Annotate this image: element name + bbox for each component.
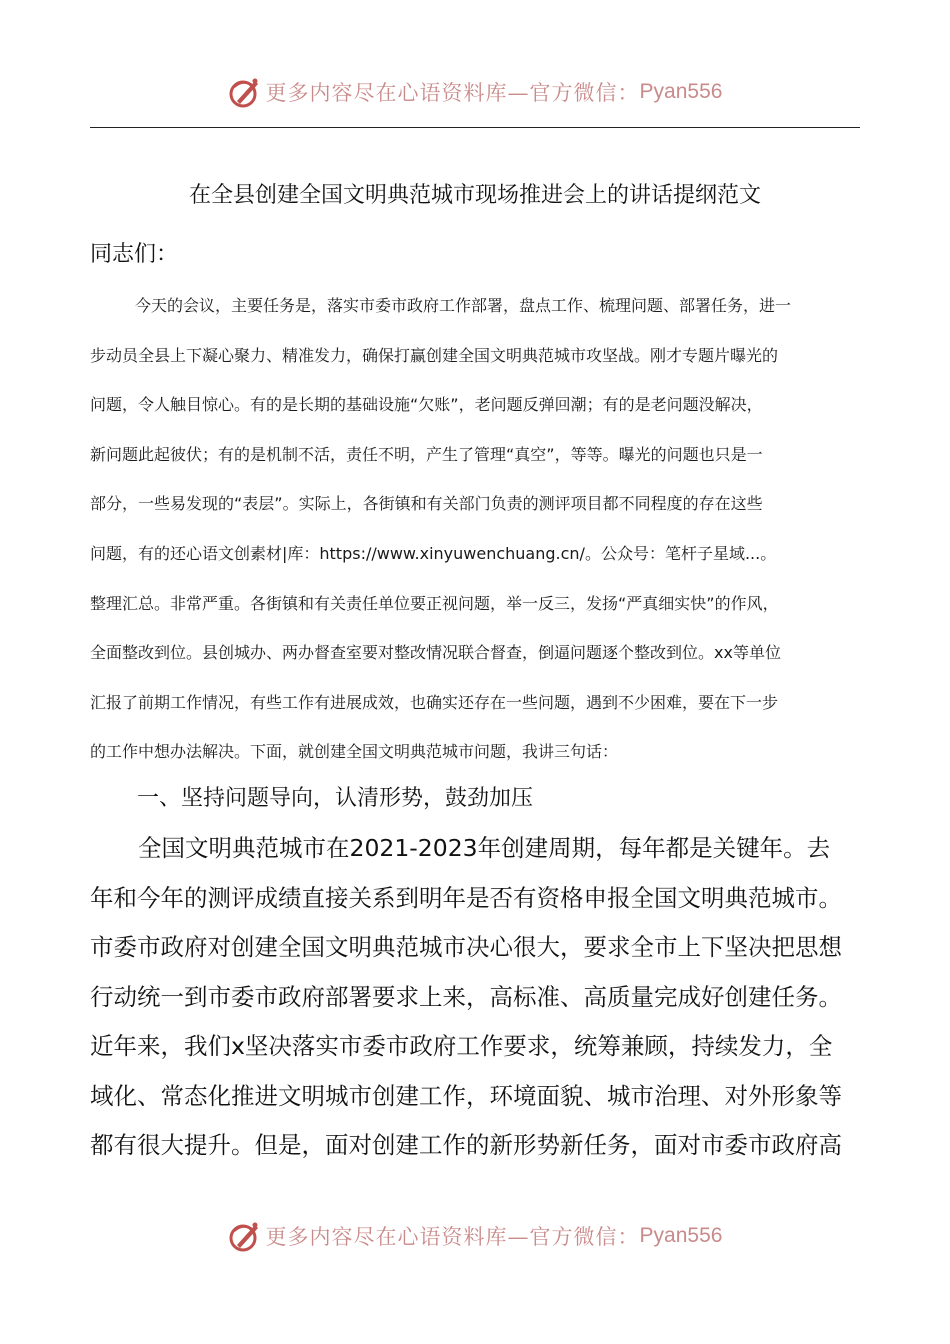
text-line: 都有很大提升。但是，面对创建工作的新形势新任务，面对市委市政府高 <box>90 1131 842 1159</box>
watermark-wechat-id: Pyan556 <box>639 80 723 103</box>
watermark-wechat-id: Pyan556 <box>639 1224 723 1247</box>
text-line: 全面整改到位。县创城办、两办督查室要对整改情况联合督查，倒逼问题逐个整改到位。xx等单位 <box>90 643 781 663</box>
header-watermark <box>0 72 950 112</box>
pen-logo-icon <box>228 1219 262 1253</box>
document-title: 在全县创建全国文明典范城市现场推进会上的讲话提纲范文 <box>188 183 761 208</box>
watermark-text: 更多内容尽在心语资料库—官方微信： <box>265 1225 640 1249</box>
text-line: 全国文明典范城市在2021-2023年创建周期，每年都是关键年。去 <box>138 834 831 862</box>
text-line: 市委市政府对创建全国文明典范城市决心很大，要求全市上下坚决把思想 <box>90 933 842 961</box>
text-line: 步动员全县上下凝心聚力、精准发力，确保打赢创建全国文明典范城市攻坚战。刚才专题片曝光的 <box>90 345 779 365</box>
header-divider <box>90 127 860 128</box>
greeting: 同志们： <box>90 242 179 267</box>
text-line: 域化、常态化推进文明城市创建工作，环境面貌、城市治理、对外形象等 <box>90 1081 842 1110</box>
text-line: 汇报了前期工作情况，有些工作有进展成效，也确实还存在一些问题，遇到不少困难，要在下一步 <box>90 692 779 712</box>
text-line: 问题，有的还心语文创素材|库：https://www.xinyuwenchuang.cn/。公众号：笔杆子星域...。 <box>90 543 777 563</box>
text-line: 部分，一些易发现的“表层”。实际上，各街镇和有关部门负责的测评项目都不同程度的存在这些 <box>90 494 763 514</box>
section-heading: 一、坚持问题导向，认清形势，鼓劲加压 <box>137 786 534 811</box>
text-line: 新问题此起彼伏；有的是机制不活，责任不明，产生了管理“真空”，等等。曝光的问题也只是一 <box>90 444 763 464</box>
watermark-text: 更多内容尽在心语资料库—官方微信： <box>265 81 640 105</box>
footer-watermark <box>0 1216 950 1256</box>
section-paragraph <box>90 830 865 1177</box>
text-line: 的工作中想办法解决。下面，就创建全国文明典范城市问题，我讲三句话： <box>90 742 619 762</box>
text-line: 行动统一到市委市政府部署要求上来，高标准、高质量完成好创建任务。 <box>90 982 842 1011</box>
intro-paragraph <box>90 292 865 788</box>
text-line: 年和今年的测评成绩直接关系到明年是否有资格申报全国文明典范城市。 <box>90 883 842 912</box>
text-line: 近年来，我们x坚决落实市委市政府工作要求，统筹兼顾，持续发力，全 <box>90 1032 833 1060</box>
text-line: 整理汇总。非常严重。各街镇和有关责任单位要正视问题，举一反三，发扬“严真细实快”的作风， <box>90 593 779 613</box>
pen-logo-icon <box>228 75 262 109</box>
text-line: 问题，令人触目惊心。有的是长期的基础设施“欠账”，老问题反弹回潮；有的是老问题没解决， <box>90 395 763 415</box>
text-line: 今天的会议，主要任务是，落实市委市政府工作部署，盘点工作、梳理问题、部署任务，进一 <box>135 296 792 315</box>
